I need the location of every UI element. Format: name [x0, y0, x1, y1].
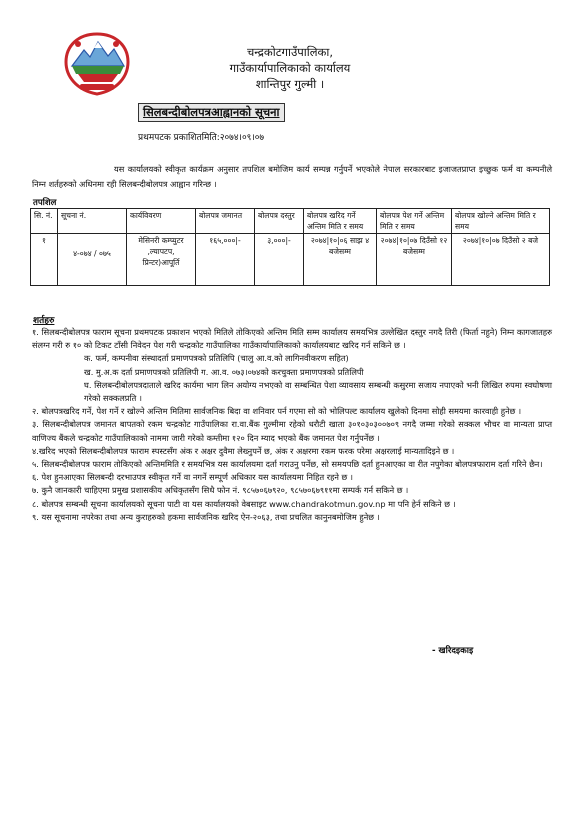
office-header — [190, 44, 390, 92]
notice-title: सिलबन्दीबोलपत्रआह्वानको सूचना — [138, 103, 285, 122]
terms-heading: शर्तहरु — [33, 316, 55, 326]
publish-date: प्रथमपटक प्रकाशितमिति:२०७४।०९।०७ — [138, 133, 265, 143]
term-item: ६. पेश हुनआएका सिलबन्दी दरभाउपत्र स्वीकृत गर्ने वा नगर्ने सम्पूर्ण अधिकार यस कार्यालयमा निहित रहने छ । — [32, 472, 354, 483]
header-cell: सि. नं. — [31, 209, 58, 234]
term-item: ७. कुनै जानकारी चाहिएमा प्रमुख प्रशासकीय अधिकृतसँग सिधै फोन नं. ९८५७०६७९२०, ९८५७०६७९११मा सम्पर्क गर्न सकिने छ । — [32, 485, 409, 496]
table-header-row — [31, 209, 550, 234]
header-cell: बोलपत्र खरिद गर्ने अन्तिम मिति र समय — [304, 209, 377, 234]
term-item: २. बोलपत्रखरिद गर्ने, पेश गर्ने र खोल्ने अन्तिम मितिमा सार्वजनिक बिदा वा शनिवार पर्न गएमा सो को भोलिपल्ट कार्यालय खुलेको दिनमा सोही समयमा कारवाही हुनेछ । — [32, 406, 522, 417]
intro-paragraph — [32, 162, 552, 192]
term-subitem: ख. मु.अ.क दर्ता प्रमाणपत्रको प्रतिलिपी ग. आ.व. ०७३।०७४को करचुक्ता प्रमाणपत्रको प्रतिलिपी — [84, 366, 364, 377]
term-subitem: क. फर्म, कम्पनीवा संस्थादर्ता प्रमाणपत्रको प्रतिलिपि (चालु आ.व.को लागिनवीकरण सहित) — [84, 353, 349, 364]
intro-text: यस कार्यालयको स्वीकृत कार्यक्रम अनुसार तपशिल बमोजिम कार्य सम्पन्न गर्नुपर्ने भएकोले नेपाल सरकारबाट इजाजतप्राप्त इच्छुक फर्म वा कम्पनीले निम्न शर्तहरुको अधिनमा रही सिलबन्दीबोलपत्र आह्वान गरिन्छ । — [32, 164, 552, 189]
row-serial: १ — [31, 234, 58, 286]
row-description: मेसिनरी कम्प्युटर ,ल्यापटप, प्रिन्टर)आपूर्ति — [127, 234, 196, 286]
signature-line: - खरिदइकाइ — [432, 646, 474, 656]
row-opening-time: २०७४|१०|०७ दिउँसो २ बजे — [452, 234, 550, 286]
header-cell: बोलपत्र पेश गर्ने अन्तिम मिति र समय — [377, 209, 452, 234]
header-cell: बोलपत्र खोल्ने अन्तिम मिति र समय — [452, 209, 550, 234]
terms-list — [32, 326, 552, 524]
row-bid-fee: ३,०००|- — [255, 234, 304, 286]
header-cell: बोलपत्र जमानत — [196, 209, 255, 234]
term-item: १. सिलबन्दीबोलपत्र फाराम सूचना प्रथमपटक प्रकाशन भएको मितिले तोकिएको अन्तिम मिति सम्म कार्यालय समयभित्र उल्लेखित दस्तुर नगदै तिरी (फिर्ता नहुने) निम्न कागजातहरु संलग्न गरी रु १० को टिकट टाँसी निवेदन पेश गरी चन्द्रकोट गाउँपालिका गाउँकार्यापालिकाको कार्यालयबाट खरिद गर्न सकिने छ । — [32, 327, 552, 351]
office-name: गाउँकार्यापालिकाको कार्यालय — [229, 61, 351, 75]
municipality-name: चन्द्रकोटगाउँपालिका, — [246, 45, 334, 59]
term-item: ८. बोलपत्र सम्बन्धी सूचना कार्यालयको सूचना पाटी वा यस कार्यालयको वेबसाइट www.chandrakotmun.gov.np मा पनि हेर्न सकिने छ । — [32, 498, 456, 509]
office-address: शान्तिपुर गुल्मी । — [255, 77, 325, 91]
row-submission-deadline: २०७४|१०|०७ दिउँसो १२ बजेसम्म — [377, 234, 452, 286]
table-row — [31, 234, 550, 286]
term-item: ३. सिलबन्दीबोलपत्र जमानत बापतको रकम चन्द्रकोट गाउँपालिका रा.वा.बैंक गुल्मीमा रहेको धरौटी खाता ३०१०३०३००७०९ नगदै जम्मा गरेको सक्कल भौचर वा मान्यता प्राप्त वाणिज्य बैंकले चन्द्रकोट गाउँपालिकाको नाममा जारी गरेको कम्तीमा १२० दिन म्याद भएको बैंक जमानत पेश गर्नुपर्नेछ । — [32, 419, 552, 443]
term-subitem: घ. सिलबन्दीबोलपत्रदाताले खरिद कार्यमा भाग लिन अयोग्य नभएको वा सम्बन्धित पेशा व्यावसाय सम्बन्धी कसुरमा सजाय नपाएको भनी लिखित रुपमा स्वघोषणा गरेको सक्कलप्रति । — [84, 379, 552, 404]
row-notice-no: ४-०७४ / ०७५ — [58, 234, 127, 286]
row-bid-security: १६५,०००|- — [196, 234, 255, 286]
row-purchase-deadline: २०७४|१०|०६ साझ ४ बजेसम्म — [304, 234, 377, 286]
tender-table — [30, 208, 550, 286]
header-cell: कार्यविवरण — [127, 209, 196, 234]
details-label: तपशिल — [33, 198, 57, 208]
header-cell: बोलपत्र दस्तुर — [255, 209, 304, 234]
government-emblem — [58, 30, 136, 98]
term-item: ४.खरिद भएको सिलबन्दीबोलपत्र फाराम स्पस्टसँग अंक र अक्षर दुवैमा लेख्नुपर्ने छ, अंक र अक्षरमा रकम फरक परेमा अक्षरलाई मान्यतादिइने छ । — [32, 445, 455, 456]
term-item: ५. सिलबन्दीबोलपत्र फाराम तोकिएको अन्तिममिति र समयभित्र यस कार्यालयमा दर्ता गराउनु पर्नेछ, सो समयपछि दर्ता हुनआएका वा रीत नपुगेका बोलपत्रफाराम दर्ता गरिने छैन। — [32, 459, 543, 470]
header-cell: सूचना नं. — [58, 209, 127, 234]
term-item: ९. यस सूचनामा नपरेका तथा अन्य कुराहरुको हकमा सार्वजनिक खरिद ऐन-२०६३, तथा प्रचलित कानुनबमोजिम हुनेछ । — [32, 511, 380, 522]
